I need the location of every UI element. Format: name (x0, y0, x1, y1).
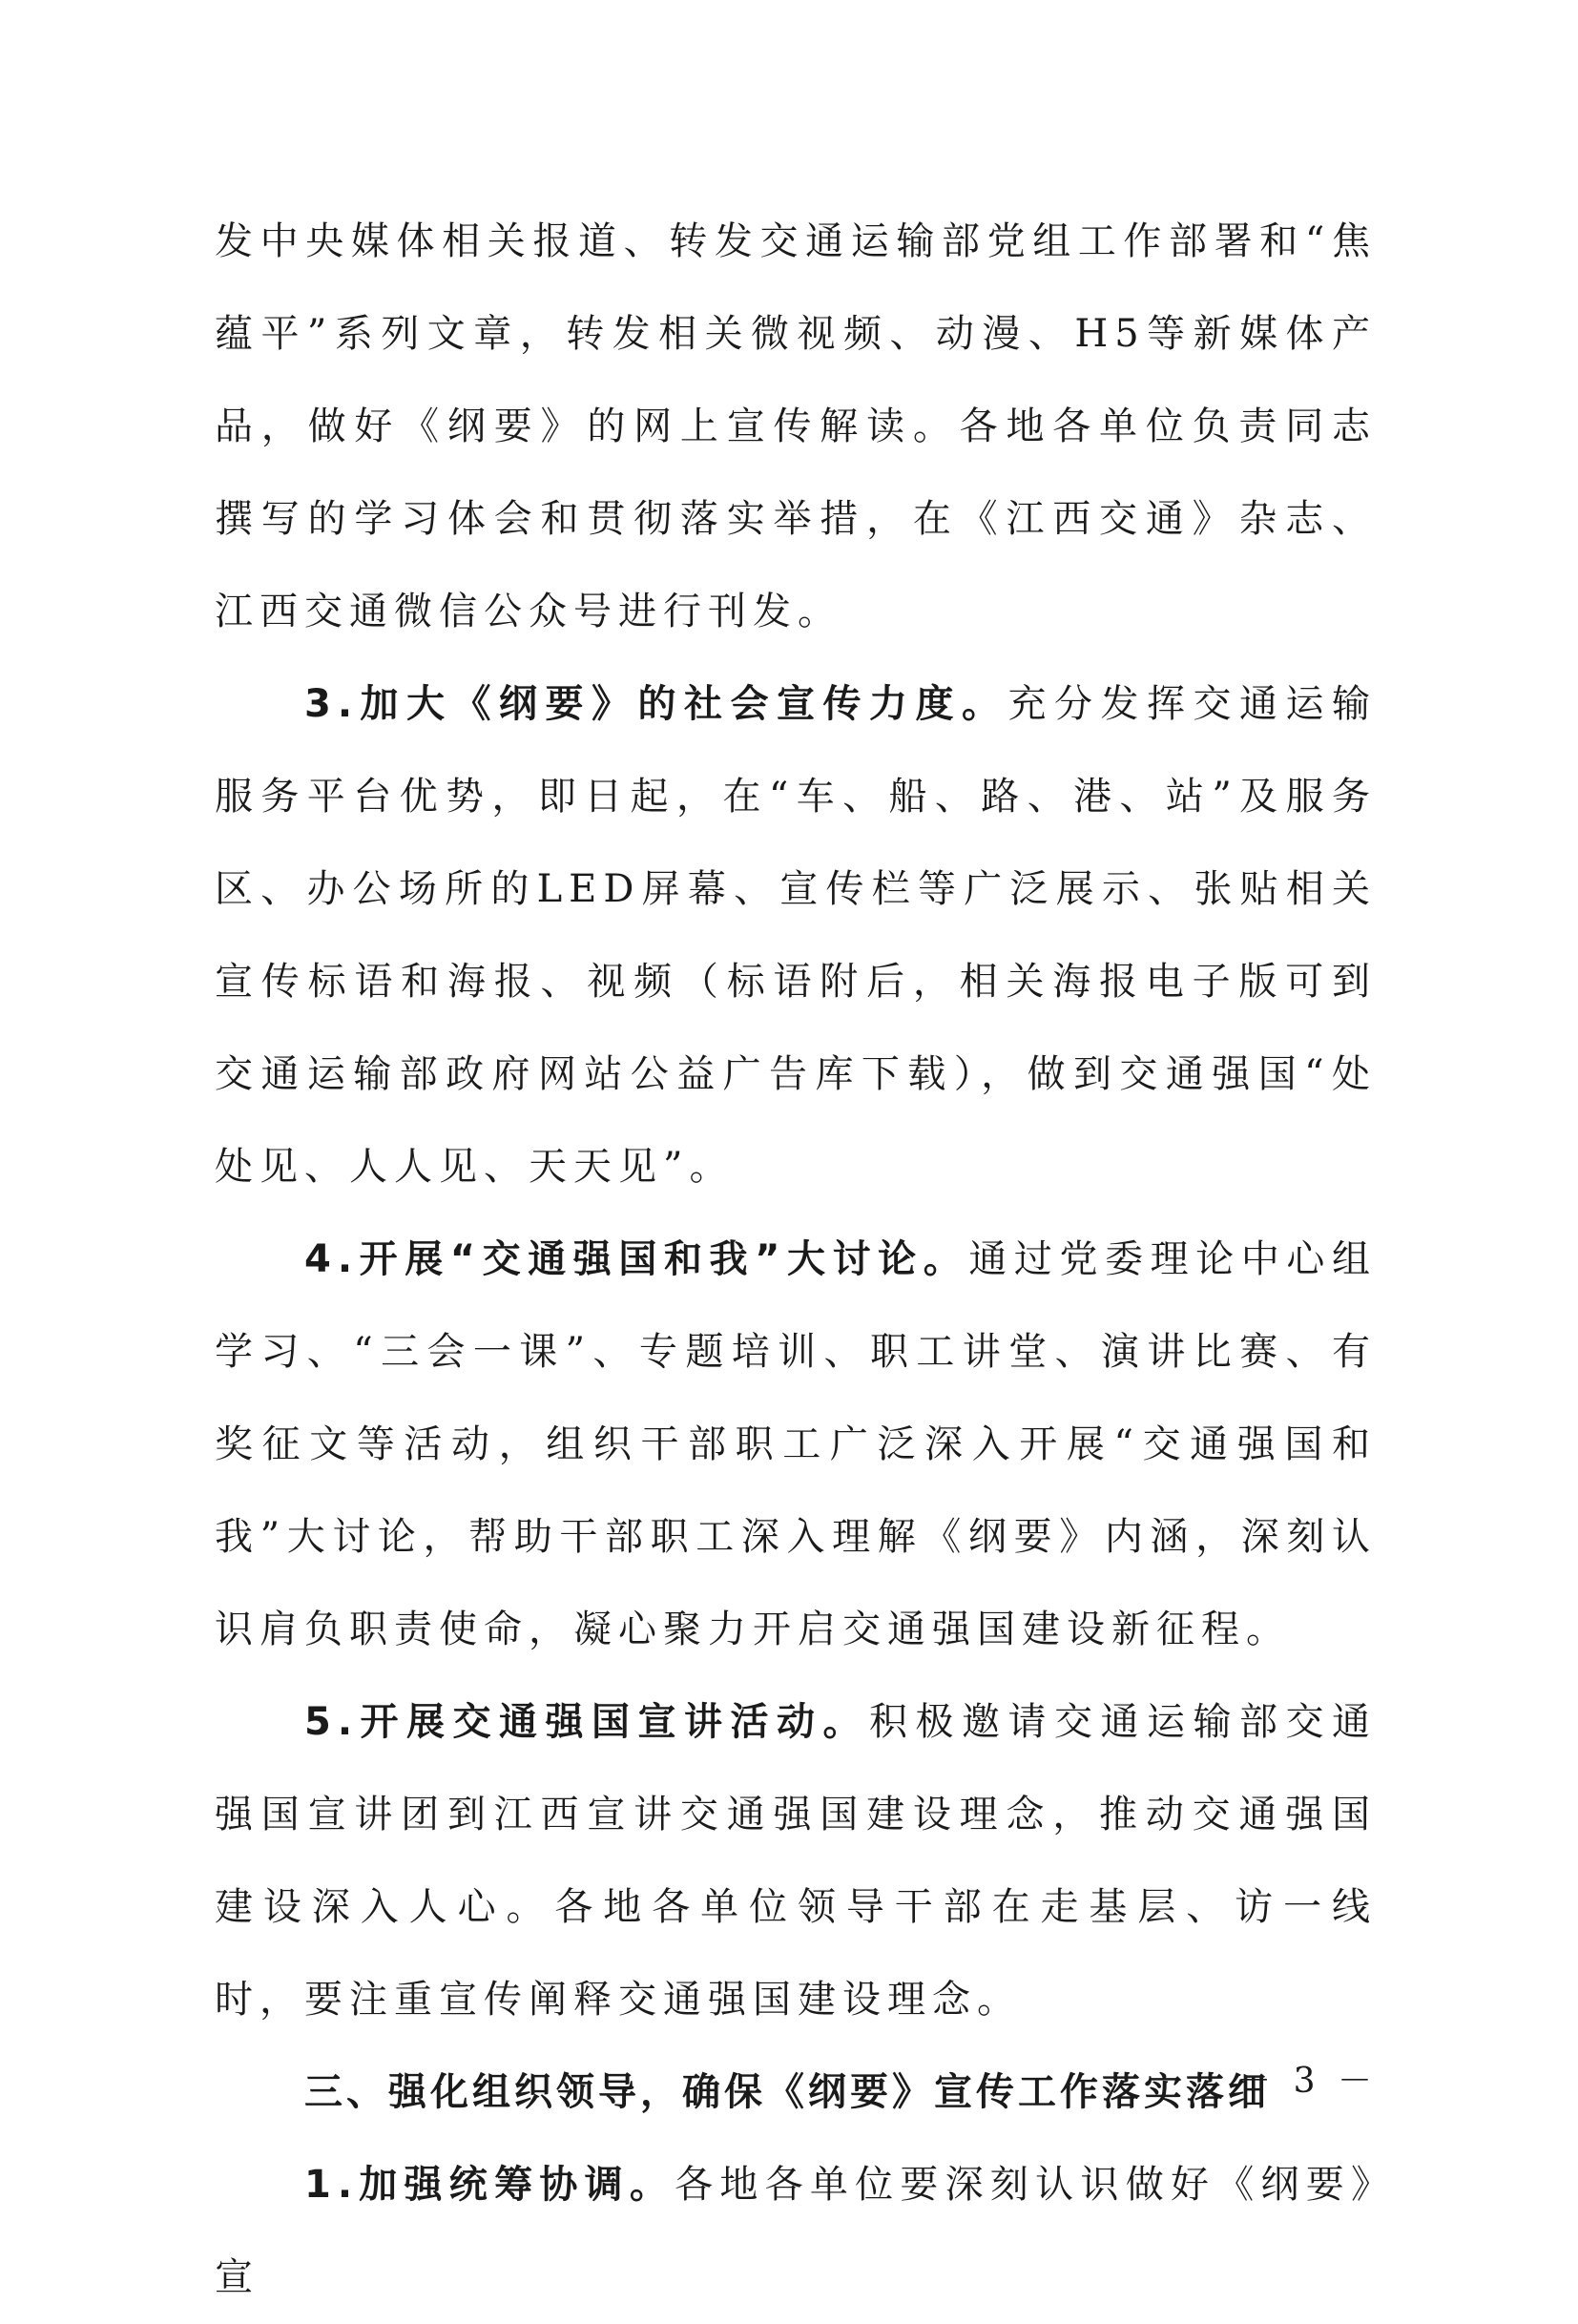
document-body (215, 196, 1377, 2324)
paragraph-text: 充分发挥交通运输服务平台优势，即日起，在“车、船、路、港、站”及服务区、办公场所的LED屏幕、宣传栏等广泛展示、张贴相关宣传标语和海报、视频（标语附后，相关海报电子版可到交通运输部政府网站公益广告库下载），做到交通强国“处处见、人人见、天天见”。 (215, 682, 1378, 1189)
paragraph-continuation (215, 196, 1377, 658)
paragraph-item-3 (215, 658, 1377, 1214)
paragraph-lead: 5.开展交通强国宣讲活动。 (304, 1700, 870, 1744)
paragraph-text: 通过党委理论中心组学习、“三会一课”、专题培训、职工讲堂、演讲比赛、有奖征文等活动，组织干部职工广泛深入开展“交通强国和我”大讨论，帮助干部职工深入理解《纲要》内涵，深刻认识肩负职责使命，凝心聚力开启交通强国建设新征程。 (215, 1237, 1378, 1651)
page-number: － 3 － (1236, 2062, 1378, 2101)
paragraph-lead: 3.加大《纲要》的社会宣传力度。 (304, 682, 1008, 726)
paragraph-text: 各地各单位要深刻认识做好《纲要》宣 (215, 2163, 1378, 2299)
paragraph-lead: 1.加强统筹协调。 (304, 2163, 675, 2207)
paragraph-item-5 (215, 1676, 1377, 2046)
paragraph-text: 积极邀请交通运输部交通强国宣讲团到江西宣讲交通强国建设理念，推动交通强国建设深入人心。各地各单位领导干部在走基层、访一线时，要注重宣传阐释交通强国建设理念。 (215, 1700, 1378, 2022)
paragraph-text: 发中央媒体相关报道、转发交通运输部党组工作部署和“焦蕴平”系列文章，转发相关微视频、动漫、H5等新媒体产品，做好《纲要》的网上宣传解读。各地各单位负责同志撰写的学习体会和贯彻落实举措，在《江西交通》杂志、江西交通微信公众号进行刊发。 (215, 219, 1377, 633)
paragraph-item-4 (215, 1214, 1377, 1676)
paragraph-lead: 4.开展“交通强国和我”大讨论。 (304, 1237, 969, 1281)
paragraph-item-1 (215, 2139, 1377, 2324)
section-heading: 三、强化组织领导，确保《纲要》宣传工作落实落细 (304, 2070, 1270, 2114)
